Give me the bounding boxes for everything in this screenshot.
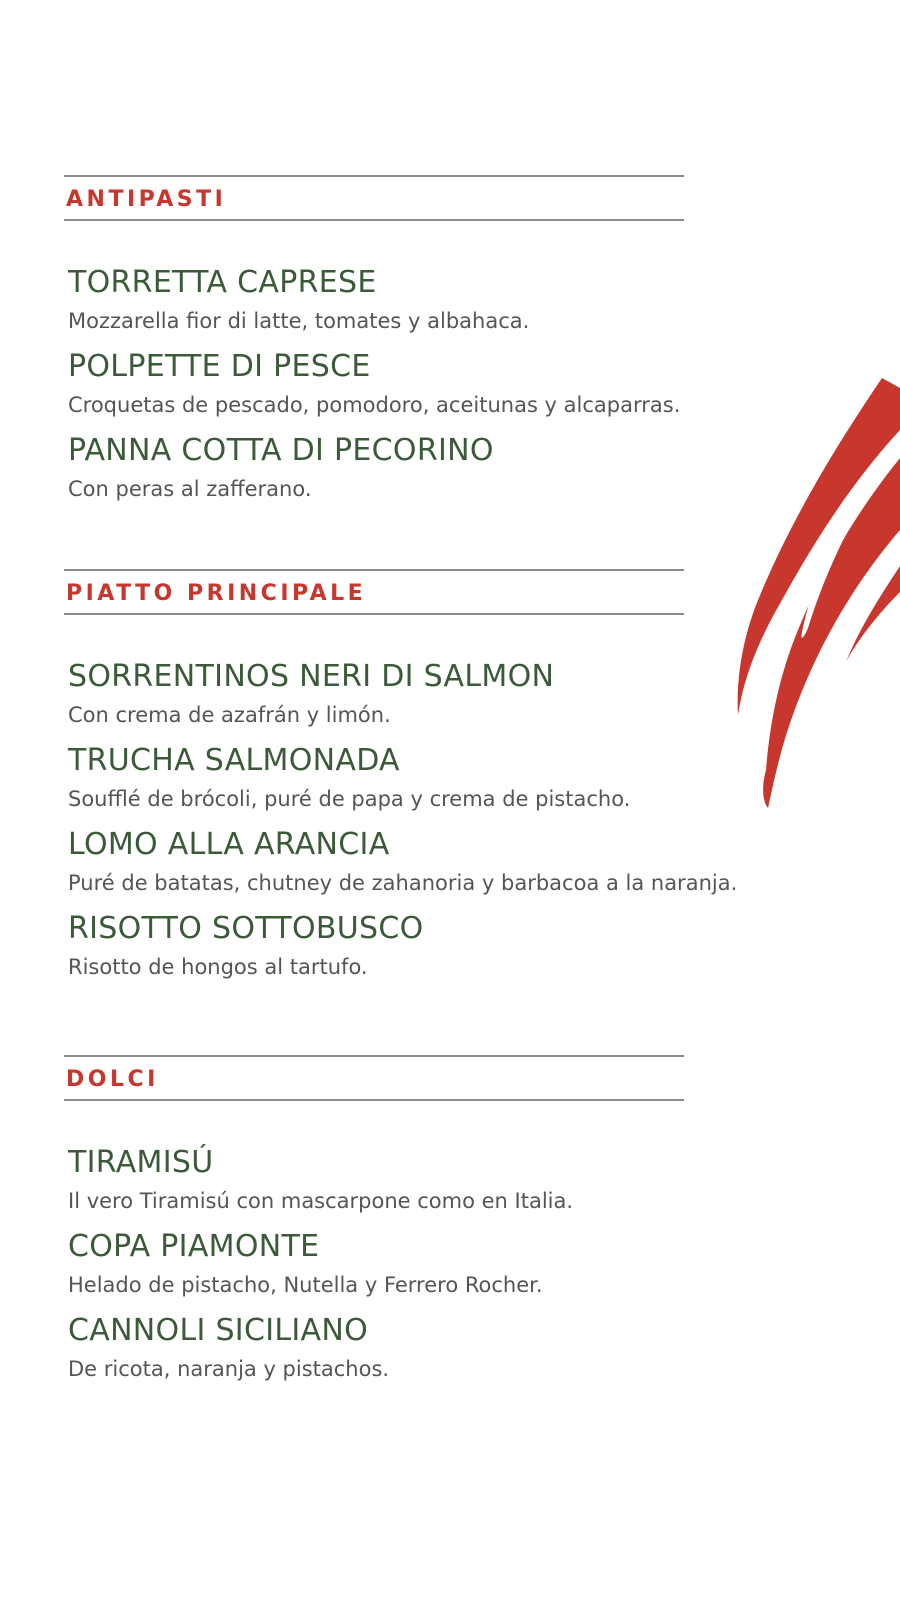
menu-item-list <box>64 265 684 517</box>
menu-item <box>68 1229 684 1313</box>
dish-name: PANNA COTTA DI PECORINO <box>68 433 494 468</box>
menu-item <box>68 433 684 517</box>
menu-item <box>68 827 738 911</box>
section-header <box>64 175 684 221</box>
dish-description: Con peras al zafferano. <box>68 477 312 501</box>
menu-item <box>68 265 684 349</box>
section-dolci <box>64 1055 684 1397</box>
dish-name: LOMO ALLA ARANCIA <box>68 827 390 862</box>
section-header <box>64 1055 684 1101</box>
dish-name: CANNOLI SICILIANO <box>68 1313 368 1348</box>
dish-description: Il vero Tiramisú con mascarpone como en Italia. <box>68 1189 574 1213</box>
menu-item <box>68 1145 684 1229</box>
dish-name: SORRENTINOS NERI DI SALMON <box>68 659 555 694</box>
menu-item <box>68 349 684 433</box>
dish-name: RISOTTO SOTTOBUSCO <box>68 911 424 946</box>
menu-item <box>68 659 684 743</box>
dish-name: TIRAMISÚ <box>68 1145 214 1180</box>
menu-item <box>68 743 684 827</box>
menu-item <box>68 1313 684 1397</box>
dish-name: COPA PIAMONTE <box>68 1229 320 1264</box>
dish-name: TORRETTA CAPRESE <box>68 265 377 300</box>
section-antipasti <box>64 175 684 517</box>
dish-description: Puré de batatas, chutney de zahanoria y barbacoa a la naranja. <box>68 871 738 895</box>
section-title: DOLCI <box>66 1066 159 1092</box>
section-title: ANTIPASTI <box>66 186 227 212</box>
dish-description: De ricota, naranja y pistachos. <box>68 1357 390 1381</box>
dish-description: Mozzarella fior di latte, tomates y albahaca. <box>68 309 530 333</box>
dish-name: POLPETTE DI PESCE <box>68 349 371 384</box>
dish-description: Croquetas de pescado, pomodoro, aceitunas y alcaparras. <box>68 393 681 417</box>
dish-description: Risotto de hongos al tartufo. <box>68 955 368 979</box>
menu-item-list <box>64 659 738 995</box>
dish-description: Helado de pistacho, Nutella y Ferrero Rocher. <box>68 1273 543 1297</box>
dish-name: TRUCHA SALMONADA <box>68 743 400 778</box>
section-title: PIATTO PRINCIPALE <box>66 580 367 606</box>
dish-description: Con crema de azafrán y limón. <box>68 703 391 727</box>
red-brush-stroke-icon <box>730 370 900 810</box>
menu-item-list <box>64 1145 684 1397</box>
dish-description: Soufflé de brócoli, puré de papa y crema de pistacho. <box>68 787 631 811</box>
section-piatto-principale <box>64 569 738 995</box>
section-header <box>64 569 684 615</box>
menu-item <box>68 911 684 995</box>
